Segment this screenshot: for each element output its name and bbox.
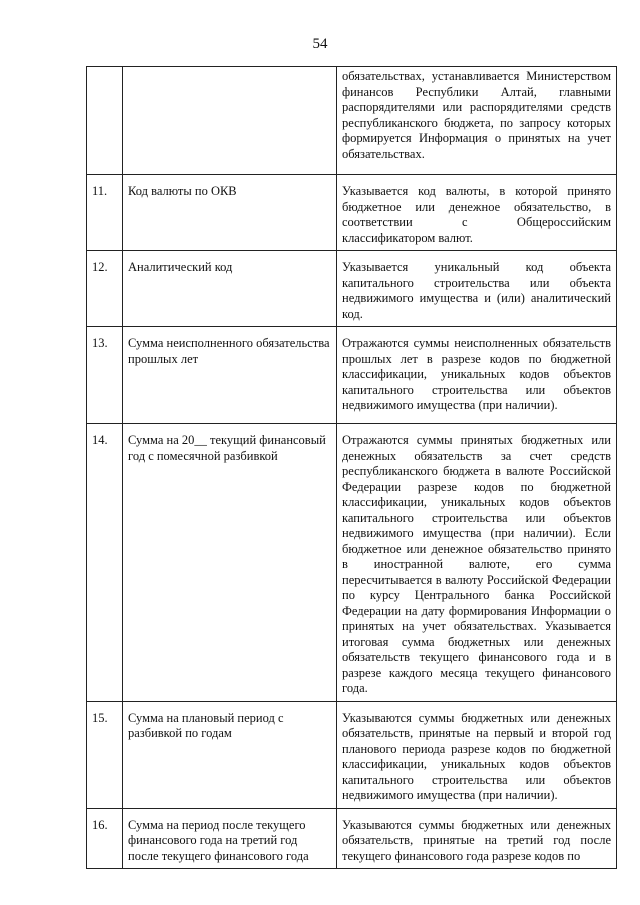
page-number: 54 (312, 36, 328, 52)
table-row (87, 175, 617, 251)
table-row (87, 251, 617, 327)
document-table (86, 66, 617, 869)
row-description: Указывается уникальный код объекта капитального строительства или объекта недвижимого имущества и (или) аналитический код. (337, 251, 617, 327)
table-row (87, 424, 617, 702)
row-field-name: Аналитический код (123, 251, 337, 327)
row-field-name: Сумма неисполненного обязательства прошлых лет (123, 327, 337, 424)
row-description: Отражаются суммы принятых бюджетных или денежных обязательств за счет средств республиканского бюджета в валюте Российской Федерации разрезе кодов по бюджетной классификации, уникальных кодов объектов капитального строительства или объектов недвижимого имущества (при наличии). Если бюджетное или денежное обязательство принято в иностранной валюте, его сумма пересчитывается в валюту Российской Федерации по курсу Центрального банка Российской Федерации на дату формирования Информации о принятых на учет обязательствах. Указывается итоговая сумма бюджетных или денежных обязательств текущего финансового года и в разрезе каждого месяца текущего финансового года. (337, 424, 617, 702)
row-number: 15. (87, 701, 123, 808)
row-field-name: Код валюты по ОКВ (123, 175, 337, 251)
row-description: Отражаются суммы неисполненных обязательств прошлых лет в разрезе кодов по бюджетной классификации, уникальных кодов объектов капитального строительства или объектов недвижимого имущества (при наличии). (337, 327, 617, 424)
row-number: 12. (87, 251, 123, 327)
row-number: 13. (87, 327, 123, 424)
row-field-name: Сумма на 20__ текущий финансовый год с помесячной разбивкой (123, 424, 337, 702)
row-description: Указывается код валюты, в которой принято бюджетное или денежное обязательство, в соответствии с Общероссийским классификатором валют. (337, 175, 617, 251)
row-field-name (123, 67, 337, 175)
row-number (87, 67, 123, 175)
row-field-name: Сумма на период после текущего финансового года на третий год после текущего финансового года (123, 808, 337, 869)
row-number: 16. (87, 808, 123, 869)
table-row (87, 67, 617, 175)
row-description: Указываются суммы бюджетных или денежных обязательств, принятые на первый и второй год планового периода разрезе кодов по бюджетной классификации, уникальных кодов объектов капитального строительства или объектов недвижимого имущества (при наличии). (337, 701, 617, 808)
row-description: обязательствах, устанавливается Министерством финансов Республики Алтай, главными распорядителями или распорядителями средств республиканского бюджета, по запросу которых формируется Информация о принятых на учет обязательствах. (337, 67, 617, 175)
row-number: 14. (87, 424, 123, 702)
row-field-name: Сумма на плановый период с разбивкой по годам (123, 701, 337, 808)
row-description: Указываются суммы бюджетных или денежных обязательств, принятые на третий год после текущего финансового года разрезе кодов по (337, 808, 617, 869)
table-row (87, 327, 617, 424)
row-number: 11. (87, 175, 123, 251)
table-row (87, 808, 617, 869)
table-row (87, 701, 617, 808)
